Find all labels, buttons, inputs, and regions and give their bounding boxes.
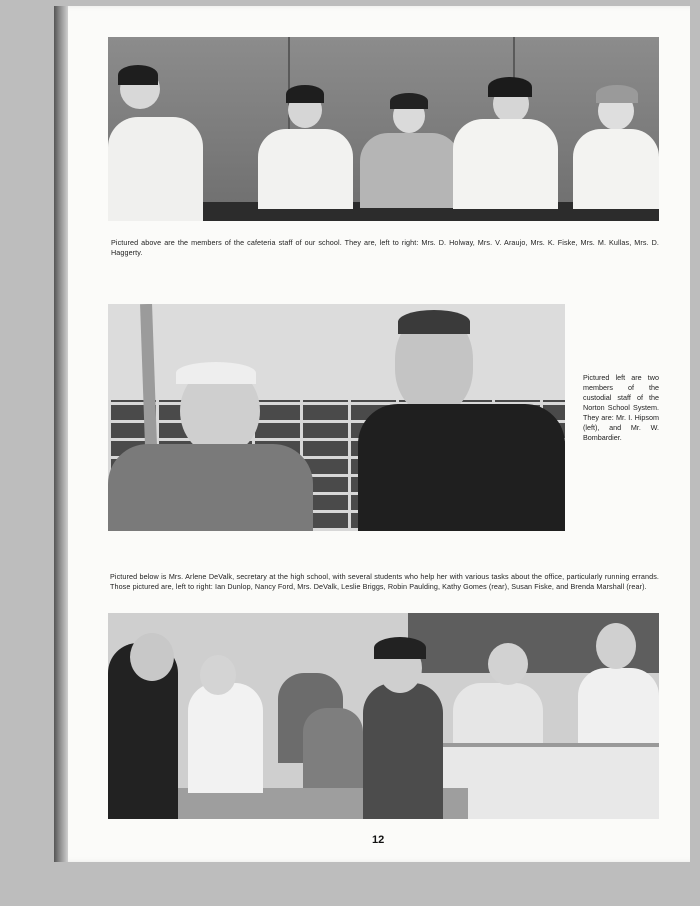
- cafeteria-staff-photo: [108, 37, 659, 221]
- custodial-staff-photo: [108, 304, 565, 531]
- custodial-caption: Pictured left are two members of the custodial staff of the Norton School System. They are: Mr. I. Hipsom (left), and Mr. W. Bombardier.: [583, 373, 659, 442]
- office-caption: Pictured below is Mrs. Arlene DeValk, secretary at the high school, with several students who help her with various tasks about the office, particularly running errands. Those pictured are, left to right: Ian Dunlop, Nancy Ford, Mrs. DeValk, Leslie Briggs, Robin Paulding, Kathy Gomes (rear), Susan Fiske, and Brenda Marshall (rear).: [110, 572, 659, 591]
- page-number: 12: [372, 834, 385, 846]
- cafeteria-caption: Pictured above are the members of the cafeteria staff of our school. They are, left to right: Mrs. D. Holway, Mrs. V. Araujo, Mrs. K. Fiske, Mrs. M. Kullas, Mrs. D. Haggerty.: [111, 238, 659, 257]
- office-photo: [108, 613, 659, 819]
- page-binding: [54, 6, 68, 862]
